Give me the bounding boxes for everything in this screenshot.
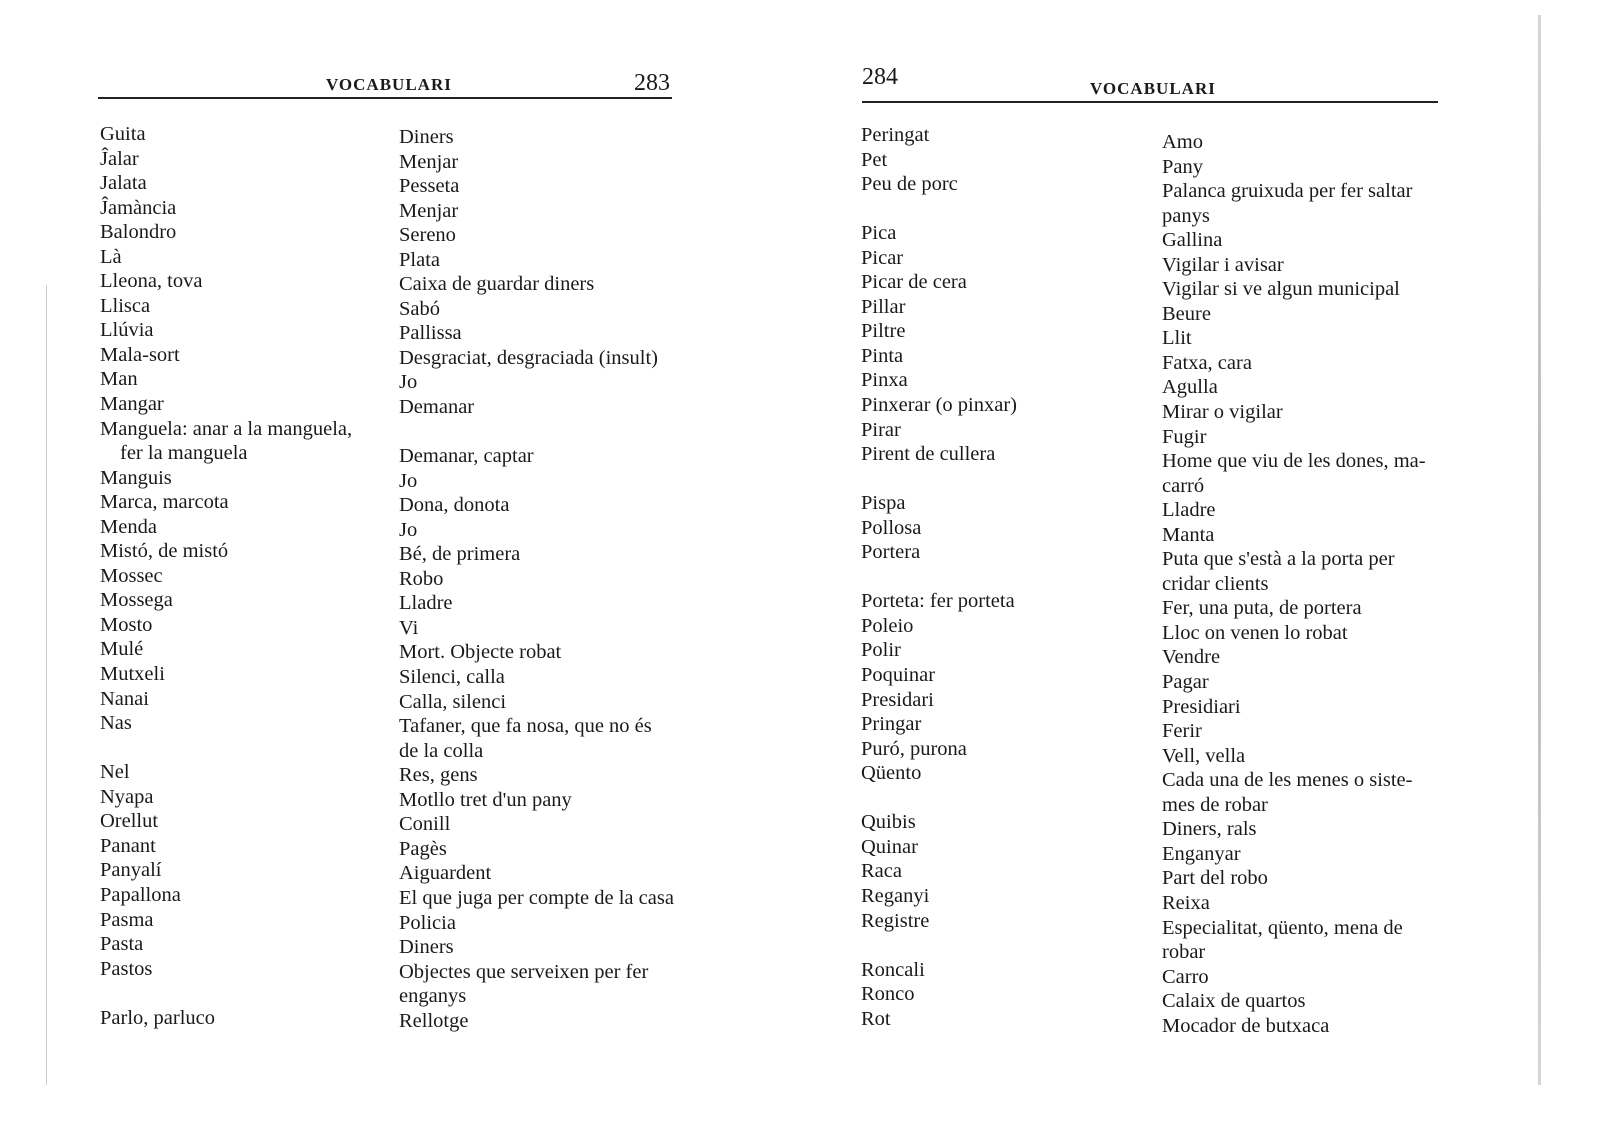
blank-line	[399, 420, 674, 445]
vocabulary-definition: Demanar	[399, 396, 475, 419]
vocabulary-definition: El que juga per compte de la casa	[399, 886, 674, 909]
vocabulary-term: Mulé	[100, 638, 144, 661]
vocabulary-definition: Caixa de guardar diners	[399, 273, 595, 296]
vocabulary-definition: Dona, donota	[399, 494, 510, 517]
vocabulary-definition: Vigilar i avisar	[1162, 253, 1284, 276]
vocabulary-definition: Vigilar si ve algun municipal	[1162, 278, 1400, 301]
vocabulary-definition: Manta	[1162, 523, 1215, 546]
vocabulary-term: Mossega	[100, 589, 173, 612]
vocabulary-definition: Pagar	[1162, 671, 1209, 694]
vocabulary-definition: Reixa	[1162, 891, 1210, 914]
vocabulary-definition: Presidiari	[1162, 695, 1241, 718]
vocabulary-term: Peu de porc	[861, 173, 958, 196]
definitions-column	[1162, 130, 1437, 1038]
vocabulary-definition: Lladre	[1162, 499, 1216, 522]
vocabulary-term: Nel	[100, 761, 130, 784]
vocabulary-definition: Diners	[399, 126, 454, 148]
vocabulary-term: Picar de cera	[861, 271, 967, 294]
vocabulary-term: Nanai	[100, 687, 149, 710]
vocabulary-definition: Cada una de les menes o siste-	[1162, 769, 1413, 792]
vocabulary-term: Puró, purona	[861, 737, 967, 760]
vocabulary-term: Pastos	[100, 957, 153, 980]
vocabulary-term: Parlo, parluco	[100, 1006, 215, 1029]
vocabulary-term: Llisca	[100, 294, 151, 317]
vocabulary-term: Mistó, de mistó	[100, 540, 229, 563]
vocabulary-term: Manguela: anar a la manguela,	[100, 417, 353, 440]
vocabulary-definition: Res, gens	[399, 764, 478, 787]
vocabulary-term: Poquinar	[861, 664, 936, 687]
vocabulary-definition: carró	[1162, 474, 1205, 497]
vocabulary-definition: Robo	[399, 567, 444, 590]
blank-line	[100, 981, 352, 1006]
vocabulary-definition: Jo	[399, 518, 418, 541]
vocabulary-definition: mes de robar	[1162, 793, 1268, 816]
vocabulary-definition: robar	[1162, 941, 1206, 964]
vocabulary-definition: Demanar, captar	[399, 445, 534, 468]
vocabulary-definition: Sereno	[399, 224, 456, 247]
vocabulary-definition: Diners, rals	[1162, 818, 1257, 841]
left-page	[0, 0, 760, 1131]
header-rule	[98, 97, 672, 99]
vocabulary-term: Roncali	[861, 958, 925, 981]
vocabulary-term: Mangar	[100, 393, 164, 416]
vocabulary-term: Mosto	[100, 613, 153, 636]
vocabulary-definition: Silenci, calla	[399, 666, 505, 689]
vocabulary-term: Là	[100, 245, 122, 268]
vocabulary-term: Pillar	[861, 295, 906, 318]
vocabulary-term: Poleio	[861, 614, 914, 637]
vocabulary-definition: Plata	[399, 248, 440, 271]
vocabulary-definition: Carro	[1162, 965, 1209, 988]
vocabulary-term: Ĵamància	[100, 196, 177, 219]
blank-line	[861, 197, 1017, 222]
vocabulary-term: Peringat	[861, 124, 930, 146]
vocabulary-term: Nyapa	[100, 785, 154, 808]
vocabulary-definition: Objectes que serveixen per fer	[399, 960, 649, 983]
vocabulary-definition: Policia	[399, 911, 456, 934]
vocabulary-definition: Menjar	[399, 150, 459, 173]
vocabulary-term: Raca	[861, 860, 902, 883]
vocabulary-term: Pasma	[100, 908, 154, 931]
page-number: 284	[862, 64, 898, 90]
vocabulary-term: Nas	[100, 712, 132, 735]
vocabulary-term: Pinxa	[861, 369, 908, 392]
vocabulary-definition: cridar clients	[1162, 572, 1269, 595]
vocabulary-term: Papallona	[100, 883, 181, 906]
vocabulary-definition: Rellotge	[399, 1009, 469, 1032]
right-page	[800, 0, 1560, 1131]
book-spine-shadow	[1538, 15, 1541, 1085]
vocabulary-term: Mossec	[100, 564, 163, 587]
page-number: 283	[634, 70, 670, 96]
vocabulary-definition: Especialitat, qüento, mena de	[1162, 916, 1403, 939]
vocabulary-term: Panyalí	[100, 859, 162, 882]
vocabulary-definition: Amo	[1162, 131, 1203, 153]
vocabulary-term: Pasta	[100, 933, 144, 956]
vocabulary-definition: Mocador de butxaca	[1162, 1014, 1330, 1037]
vocabulary-definition: Vendre	[1162, 646, 1221, 669]
vocabulary-definition: Agulla	[1162, 376, 1218, 399]
vocabulary-term: Polir	[861, 639, 901, 662]
vocabulary-definition: Fatxa, cara	[1162, 351, 1252, 374]
vocabulary-term: Menda	[100, 515, 157, 538]
vocabulary-definition: Part del robo	[1162, 867, 1268, 890]
vocabulary-definition: Desgraciat, desgraciada (insult)	[399, 346, 658, 369]
scan-edge-mark	[46, 285, 47, 1085]
vocabulary-term: Ĵalar	[100, 147, 139, 170]
vocabulary-definition: panys	[1162, 204, 1210, 227]
vocabulary-term: Pinta	[861, 344, 904, 367]
vocabulary-definition: Beure	[1162, 302, 1211, 325]
vocabulary-definition: Calla, silenci	[399, 690, 507, 713]
vocabulary-definition: Pany	[1162, 155, 1203, 178]
vocabulary-term: Pet	[861, 148, 888, 171]
vocabulary-definition: Mort. Objecte robat	[399, 641, 562, 664]
vocabulary-definition: enganys	[399, 985, 467, 1008]
vocabulary-definition: Ferir	[1162, 720, 1202, 743]
vocabulary-term: Pollosa	[861, 516, 922, 539]
vocabulary-definition: Pagès	[399, 837, 447, 860]
blank-line	[861, 467, 1017, 492]
vocabulary-term: fer la manguela	[120, 442, 248, 465]
vocabulary-term: Qüento	[861, 762, 922, 785]
vocabulary-term: Piltre	[861, 320, 906, 343]
terms-column	[100, 122, 352, 1030]
vocabulary-term: Reganyi	[861, 884, 930, 907]
vocabulary-term: Orellut	[100, 810, 159, 833]
vocabulary-definition: Conill	[399, 813, 451, 836]
vocabulary-term: Pirent de cullera	[861, 443, 996, 466]
vocabulary-definition: Vell, vella	[1162, 744, 1246, 767]
vocabulary-term: Panant	[100, 834, 156, 857]
vocabulary-definition: Pesseta	[399, 175, 460, 198]
vocabulary-definition: Jo	[399, 469, 418, 492]
blank-line	[861, 565, 1017, 590]
running-header: VOCABULARI	[1090, 79, 1216, 98]
vocabulary-definition: Diners	[399, 936, 454, 959]
vocabulary-term: Pica	[861, 222, 897, 245]
vocabulary-definition: Enganyar	[1162, 842, 1241, 865]
running-header: VOCABULARI	[326, 75, 452, 94]
vocabulary-term: Man	[100, 368, 138, 391]
vocabulary-definition: Jo	[399, 371, 418, 394]
vocabulary-term: Manguis	[100, 466, 172, 489]
vocabulary-definition: Mirar o vigilar	[1162, 401, 1283, 424]
vocabulary-term: Ronco	[861, 983, 915, 1006]
vocabulary-definition: Pallissa	[399, 322, 462, 345]
vocabulary-term: Porteta: fer porteta	[861, 590, 1015, 613]
vocabulary-term: Registre	[861, 909, 930, 932]
vocabulary-definition: Fer, una puta, de portera	[1162, 597, 1362, 620]
definitions-column	[399, 125, 674, 1033]
vocabulary-definition: Lloc on venen lo robat	[1162, 621, 1348, 644]
vocabulary-term: Balondro	[100, 221, 177, 244]
vocabulary-term: Llúvia	[100, 319, 154, 342]
vocabulary-term: Presidari	[861, 688, 934, 711]
blank-line	[861, 786, 1017, 811]
vocabulary-term: Quinar	[861, 835, 918, 858]
vocabulary-definition: Sabó	[399, 297, 440, 320]
vocabulary-definition: Llit	[1162, 327, 1192, 350]
vocabulary-term: Picar	[861, 246, 904, 269]
vocabulary-definition: Aiguardent	[399, 862, 492, 885]
vocabulary-term: Jalata	[100, 172, 147, 195]
vocabulary-definition: Gallina	[1162, 229, 1223, 252]
blank-line	[861, 933, 1017, 958]
vocabulary-definition: Menjar	[399, 199, 459, 222]
blank-line	[100, 736, 352, 761]
vocabulary-definition: Home que viu de les dones, ma-	[1162, 450, 1426, 473]
vocabulary-definition: Vi	[399, 616, 419, 639]
vocabulary-term: Pringar	[861, 713, 922, 736]
vocabulary-definition: Lladre	[399, 592, 453, 615]
vocabulary-term: Pispa	[861, 492, 906, 515]
vocabulary-term: Rot	[861, 1007, 891, 1030]
vocabulary-term: Portera	[861, 541, 921, 564]
vocabulary-definition: Palanca gruixuda per fer saltar	[1162, 180, 1413, 203]
vocabulary-term: Lleona, tova	[100, 270, 203, 293]
vocabulary-definition: Calaix de quartos	[1162, 990, 1306, 1013]
vocabulary-definition: Fugir	[1162, 425, 1207, 448]
header-rule	[862, 101, 1438, 103]
vocabulary-term: Mala-sort	[100, 343, 180, 366]
vocabulary-definition: Tafaner, que fa nosa, que no és	[399, 715, 652, 738]
terms-column	[861, 123, 1017, 1031]
vocabulary-term: Pinxerar (o pinxar)	[861, 394, 1017, 417]
vocabulary-term: Quibis	[861, 811, 916, 834]
vocabulary-definition: Puta que s'està a la porta per	[1162, 548, 1395, 571]
vocabulary-definition: de la colla	[399, 739, 484, 762]
vocabulary-definition: Motllo tret d'un pany	[399, 788, 572, 811]
vocabulary-definition: Bé, de primera	[399, 543, 521, 566]
vocabulary-term: Guita	[100, 123, 146, 145]
vocabulary-term: Marca, marcota	[100, 491, 229, 514]
vocabulary-term: Pirar	[861, 418, 901, 441]
vocabulary-term: Mutxeli	[100, 663, 165, 686]
